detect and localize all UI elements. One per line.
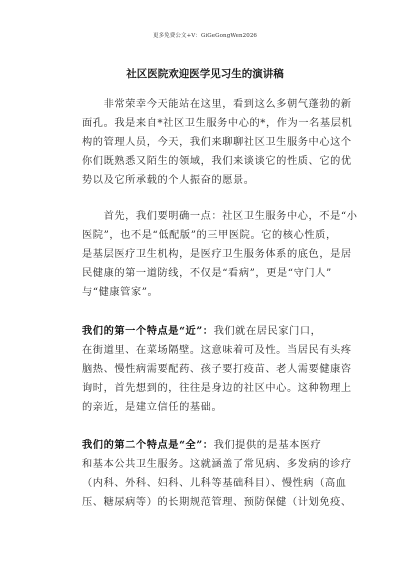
paragraph-greeting — [82, 95, 353, 190]
paragraph-first-line — [82, 436, 350, 455]
paragraph-line: 脑热、慢性病需要配药、孩子要打疫苗、老人需要健康咨 — [82, 364, 352, 375]
paragraph-line: 在街道里、在菜场隔壁。这意味着可及性。当居民有头疼 — [82, 345, 352, 356]
paragraph-line: 构的管理人员，今天，我们来聊聊社区卫生服务中心这个 — [82, 137, 352, 148]
feature-text: 我们提供的是基本医疗 — [213, 440, 322, 451]
paragraph-line: （内科、外科、妇科、儿科等基础科目）、慢性病（高血 — [82, 478, 347, 489]
paragraph-line: 非常荣幸今天能站在这里，看到这么多朝气蓬勃的新 — [82, 99, 352, 110]
paragraph-line: 民健康的第一道防线，不仅是“看病”，更是“守门人” — [82, 268, 332, 279]
document-title: 社区医院欢迎医学见习生的演讲稿 — [126, 68, 284, 80]
paragraph-line: 压、糖尿病等）的长期规范管理、预防保健（计划免疫、 — [82, 497, 352, 508]
header-note: 更多免费公文+V：GiGeGongWen2026 — [152, 33, 258, 39]
paragraph-nature — [82, 207, 358, 302]
paragraph-line: 首先，我们要明确一点：社区卫生服务中心，不是“小 — [82, 211, 358, 222]
paragraph-line: 的亲近，是建立信任的基础。 — [82, 402, 223, 413]
feature-text: 我们就在居民家门口， — [213, 326, 322, 337]
paragraph-line: 面孔。我是来自*社区卫生服务中心的*，作为一名基层机 — [82, 118, 353, 129]
paragraph-first-line — [82, 322, 350, 341]
paragraph-line: 势以及它所承载的个人振奋的愿景。 — [82, 175, 255, 186]
paragraph-line: 是基层医疗卫生机构，是医疗卫生服务体系的底色，是居 — [82, 249, 352, 260]
paragraph-line: 询时，首先想到的，往往是身边的社区中心。这种物理上 — [82, 383, 352, 394]
paragraph-feature-complete — [82, 436, 350, 512]
paragraph-line: 与“健康管家”。 — [82, 287, 159, 298]
feature-heading: 我们的第一个特点是“近”： — [82, 325, 214, 337]
paragraph-line: 和基本公共卫生服务。这就涵盖了常见病、多发病的诊疗 — [82, 459, 352, 470]
feature-heading: 我们的第二个特点是“全”： — [82, 439, 214, 451]
paragraph-line: 你们既熟悉又陌生的领域，我们来谈谈它的性质、它的优 — [82, 156, 352, 167]
paragraph-line: 医院”，也不是“低配版”的三甲医院。它的核心性质， — [82, 230, 337, 241]
paragraph-feature-near — [82, 322, 350, 417]
